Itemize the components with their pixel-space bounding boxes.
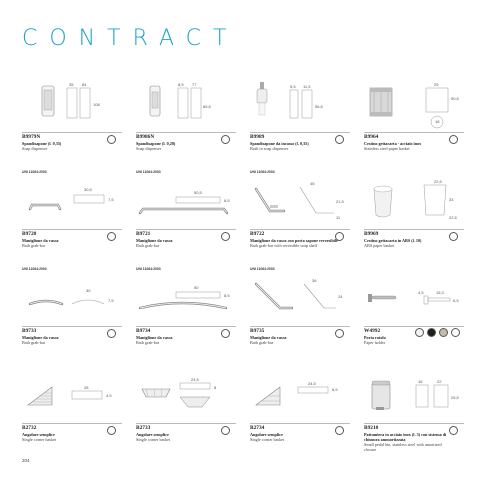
dim-label: 56,5 <box>315 104 323 109</box>
dim-label: 5,5 <box>290 84 296 89</box>
product-code: B9720 <box>22 231 37 237</box>
divider <box>136 229 236 230</box>
product-drawing <box>136 369 236 421</box>
norm-label: UNI 11064:2003 <box>22 170 47 174</box>
product-name: Porta rotolo Paper holder <box>364 335 386 345</box>
product-code: B2733 <box>136 425 151 431</box>
dim-label: 4,5 <box>418 290 424 295</box>
product-code: B9979N <box>22 134 41 140</box>
product-description: Single corner basket <box>250 437 285 442</box>
page-title: CONTRACT <box>22 26 239 51</box>
product-name: Spandisapone da incasso (l. 0,35) Built in soap dispenser <box>250 141 309 151</box>
product-code: B9734 <box>136 328 151 334</box>
dim-label: 28 <box>84 385 89 390</box>
divider <box>136 326 236 327</box>
product-card[interactable] <box>136 74 236 171</box>
divider <box>364 229 464 230</box>
product-code: B9735 <box>250 328 265 334</box>
dim-label: 7,5 <box>108 197 114 202</box>
divider <box>364 132 464 133</box>
product-name: Cestino gettacarta in ABS (l. 10) ABS paper basket <box>364 238 422 248</box>
dim-label: 25,5 <box>451 395 459 400</box>
dim-label: 50 <box>194 285 199 290</box>
product-name: Angolare semplice Single corner basket <box>22 432 57 442</box>
dim-label: 46 <box>310 181 315 186</box>
divider <box>22 229 122 230</box>
divider <box>364 423 464 424</box>
product-description: Bath grab-bar <box>22 340 46 345</box>
dim-label: 6,5 <box>332 387 338 392</box>
product-description: Bath grab-bar <box>22 243 46 248</box>
dim-label: 30 <box>86 288 91 293</box>
dim-label: 22,5 <box>434 179 442 184</box>
dim-label: 108 <box>93 102 100 107</box>
product-drawing <box>250 78 350 130</box>
product-card[interactable] <box>250 268 350 365</box>
product-name: Maniglione da vasca Bath grab-bar <box>250 335 287 345</box>
product-card[interactable] <box>136 268 236 365</box>
product-card[interactable] <box>250 74 350 171</box>
product-drawing <box>22 78 122 130</box>
product-drawing <box>364 175 464 227</box>
page-number: 204 <box>22 458 30 463</box>
dim-label: 24 <box>338 294 343 299</box>
product-card[interactable] <box>136 365 236 462</box>
product-card[interactable] <box>250 365 350 462</box>
product-description: Bath grab-bar <box>136 340 160 345</box>
product-card[interactable] <box>22 171 122 268</box>
norm-label: UNI 11064:2003 <box>136 267 161 271</box>
product-drawing <box>136 175 236 227</box>
product-code: B2732 <box>22 425 37 431</box>
dim-label: 84 <box>82 82 87 87</box>
product-code: B9969 <box>364 231 379 237</box>
product-description: Stainless steel paper basket <box>364 146 410 151</box>
product-description: Soap dispenser <box>22 146 48 151</box>
dim-label: 30,5 <box>84 187 92 192</box>
dim-label: 36 <box>312 278 317 283</box>
product-name: Spandisapone (l. 0,35) Soap dispenser <box>22 141 62 151</box>
dim-label: 50,5 <box>451 96 459 101</box>
product-card[interactable] <box>136 171 236 268</box>
dim-label: 22,5 <box>449 215 457 220</box>
dim-label: 16 <box>418 379 423 384</box>
divider <box>22 423 122 424</box>
product-card[interactable] <box>22 268 122 365</box>
product-drawing <box>364 272 464 324</box>
product-code: B2734 <box>250 425 265 431</box>
dim-label: 77 <box>192 82 197 87</box>
product-drawing <box>250 175 350 227</box>
product-card[interactable] <box>364 171 464 268</box>
product-name: Maniglione da vasca Bath grab-bar <box>22 238 59 248</box>
dim-label: 24,5 <box>191 377 199 382</box>
product-code: B9964 <box>364 134 379 140</box>
product-drawing <box>22 272 122 324</box>
norm-label: UNI 11064:2003 <box>250 267 275 271</box>
divider <box>22 326 122 327</box>
product-name: Angolare semplice Single corner basket <box>250 432 285 442</box>
product-name: Pattumiera in acciaio inox (l. 3) con sistema di chiusura ammortizzata Small pedal bin, stainless steel with amortized closure <box>364 432 447 452</box>
divider <box>250 229 350 230</box>
product-card[interactable] <box>250 171 350 268</box>
dim-label: 18 <box>435 119 440 124</box>
product-row <box>22 365 462 462</box>
divider <box>250 423 350 424</box>
dim-label: 6,5 <box>453 298 459 303</box>
product-code: B9722 <box>250 231 265 237</box>
product-description: Single corner basket <box>22 437 57 442</box>
product-code: B9721 <box>136 231 151 237</box>
product-name: Maniglione da vasca Bath grab-bar <box>22 335 59 345</box>
product-name: Maniglione da vasca Bath grab-bar <box>136 335 173 345</box>
product-name: Cestino gettacarta - acciaio inox Stainless steel paper basket <box>364 141 422 151</box>
dim-label: 65,5 <box>203 104 211 109</box>
dim-label: 8,5 <box>224 293 230 298</box>
dim-label: 7,5 <box>108 298 114 303</box>
product-card[interactable] <box>22 365 122 462</box>
product-name: Spandisapone (l. 0,28) Soap dispenser <box>136 141 176 151</box>
dim-label: 33 <box>449 197 454 202</box>
divider <box>136 423 236 424</box>
dim-label: 24,5 <box>308 381 316 386</box>
product-row <box>22 74 462 171</box>
product-description: Bath grab-bar <box>250 340 274 345</box>
product-drawing <box>22 369 122 421</box>
product-code: B9986N <box>136 134 155 140</box>
product-description: Soap dispenser <box>136 146 162 151</box>
product-description: ABS paper basket <box>364 243 395 248</box>
product-name: Angolare semplice Single corner basket <box>136 432 171 442</box>
product-code: B9989 <box>250 134 265 140</box>
product-drawing <box>364 369 464 421</box>
dim-label: 15,3 <box>436 290 444 295</box>
product-description: Bath grab-bar with reversible soap shelf <box>250 243 318 248</box>
dim-label: 35 <box>69 82 74 87</box>
divider <box>250 132 350 133</box>
product-drawing <box>250 272 350 324</box>
product-name: Maniglione da vasca con porta sapone reversibile Bath grab-bar with reversible soap shelf <box>250 238 338 248</box>
dim-label: 25 <box>434 82 439 87</box>
product-row <box>22 171 462 268</box>
product-drawing <box>364 78 464 130</box>
divider <box>22 132 122 133</box>
product-grid <box>22 74 462 462</box>
product-card[interactable] <box>22 74 122 171</box>
norm-label: UNI 11064:2003 <box>250 170 275 174</box>
dim-label: 4,5 <box>106 393 112 398</box>
product-drawing <box>136 272 236 324</box>
product-card[interactable] <box>364 268 464 365</box>
product-drawing <box>136 78 236 130</box>
product-description: Single corner basket <box>136 437 171 442</box>
dim-label: 8 <box>214 385 217 390</box>
product-name: Maniglione da vasca Bath grab-bar <box>136 238 173 248</box>
divider <box>136 132 236 133</box>
dim-label: 50,5 <box>194 190 202 195</box>
product-drawing <box>250 369 350 421</box>
product-code: B9210 <box>364 425 379 431</box>
dim-label: 21,5 <box>336 199 344 204</box>
divider <box>250 326 350 327</box>
product-row <box>22 268 462 365</box>
dim-label: 8,5 <box>224 198 230 203</box>
product-description: Paper holder <box>364 340 386 345</box>
product-description: Built in soap dispenser <box>250 146 289 151</box>
product-code: B9733 <box>22 328 37 334</box>
dim-label: 22 <box>437 379 442 384</box>
product-card[interactable] <box>364 365 464 462</box>
dim-label: 8,5 <box>178 82 184 87</box>
product-description: Bath grab-bar <box>136 243 160 248</box>
product-card[interactable] <box>364 74 464 171</box>
norm-label: UNI 11064:2003 <box>136 170 161 174</box>
divider <box>364 326 464 327</box>
product-description: Small pedal bin, stainless steel with amortized closure <box>364 442 442 452</box>
dim-label: 11 <box>336 215 341 220</box>
product-code: W4992 <box>364 328 381 334</box>
dim-label: 11,5 <box>303 84 311 89</box>
product-drawing <box>22 175 122 227</box>
norm-label: UNI 11064:2003 <box>22 267 47 271</box>
